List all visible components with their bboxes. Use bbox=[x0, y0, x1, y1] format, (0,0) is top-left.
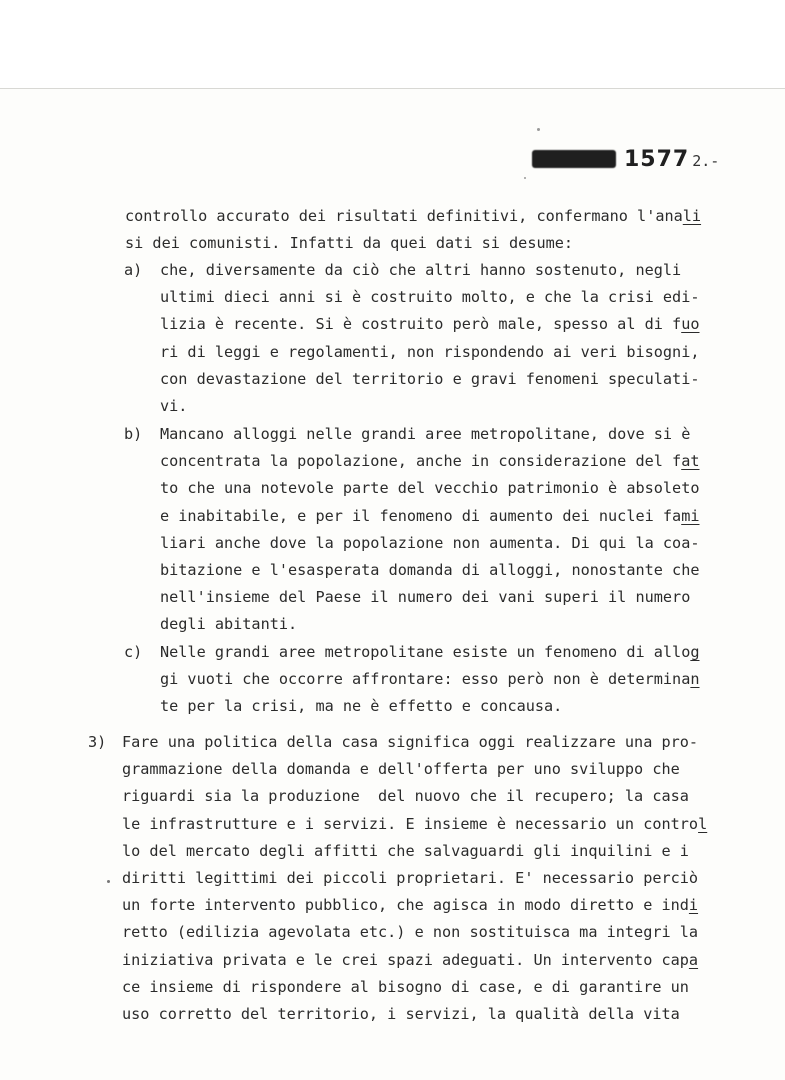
text-line: Mancano alloggi nelle grandi aree metropolitane, dove si è bbox=[160, 425, 691, 443]
text-line: che, diversamente da ciò che altri hanno sostenuto, negli bbox=[160, 261, 682, 279]
paragraph-marker: c) bbox=[124, 643, 143, 661]
text-line: le infrastrutture e i servizi. E insieme è necessario un control bbox=[122, 814, 708, 833]
text-line: si dei comunisti. Infatti da quei dati si desume: bbox=[125, 234, 574, 253]
underlined-fragment: at bbox=[681, 452, 700, 471]
text-line: concentrata la popolazione, anche in considerazione del fat bbox=[160, 452, 700, 471]
text-line: to che una notevole parte del vecchio patrimonio è absoleto bbox=[160, 479, 700, 498]
underlined-fragment: a bbox=[688, 950, 699, 969]
text-line: lo del mercato degli affitti che salvaguardi gli inquilini e i bbox=[122, 841, 689, 860]
page-stamp-number: 1577 bbox=[624, 146, 690, 172]
text-line: uso corretto del territorio, i servizi, la qualità della vita bbox=[122, 1005, 680, 1023]
underlined-fragment: uo bbox=[681, 315, 700, 334]
archive-stamp bbox=[532, 146, 719, 172]
text-line: lizia è recente. Si è costruito però male, spesso al di fuo bbox=[160, 315, 700, 334]
text-line: e inabitabile, e per il fenomeno di aumento dei nuclei fami bbox=[160, 506, 700, 525]
ink-speck bbox=[524, 177, 526, 179]
text-line: retto (edilizia agevolata etc.) e non sostituisca ma integri la bbox=[122, 923, 699, 942]
underlined-fragment: li bbox=[682, 207, 702, 225]
text-line: te per la crisi, ma ne è effetto e concausa. bbox=[160, 697, 563, 716]
redacted-stamp-mark bbox=[532, 150, 616, 168]
paragraph-marker: a) bbox=[124, 261, 143, 279]
text-line: Fare una politica della casa significa oggi realizzare una pro- bbox=[122, 733, 699, 751]
text-line: gi vuoti che occorre affrontare: esso però non è determinan bbox=[160, 670, 700, 689]
page-number: 2.- bbox=[692, 152, 720, 170]
text-line: Nelle grandi aree metropolitane esiste un fenomeno di allog bbox=[160, 643, 700, 661]
underlined-fragment: g bbox=[690, 643, 700, 661]
text-line: vi. bbox=[160, 397, 188, 415]
text-line: degli abitanti. bbox=[160, 615, 298, 634]
text-line: controllo accurato dei risultati definitivi, confermano l'anali bbox=[125, 207, 702, 225]
text-line: bitazione e l'esasperata domanda di alloggi, nonostante che bbox=[160, 561, 700, 579]
ink-speck bbox=[537, 128, 540, 131]
underlined-fragment: l bbox=[698, 814, 708, 833]
text-line: diritti legittimi dei piccoli proprietari. E' necessario perciò bbox=[122, 869, 699, 887]
text-line: liari anche dove la popolazione non aumenta. Di qui la coa- bbox=[160, 533, 700, 552]
paragraph-marker: 3) bbox=[88, 733, 107, 751]
text-line: un forte intervento pubblico, che agisca in modo diretto e indi bbox=[122, 896, 699, 915]
text-line: con devastazione del territorio e gravi fenomeni speculati- bbox=[160, 369, 700, 388]
text-line: iniziativa privata e le crei spazi adeguati. Un intervento capa bbox=[122, 950, 699, 969]
text-line: ultimi dieci anni si è costruito molto, e che la crisi edi- bbox=[160, 288, 700, 307]
margin-dot bbox=[107, 880, 110, 883]
text-line: riguardi sia la produzione del nuovo che il recupero; la casa bbox=[122, 787, 689, 806]
text-line: ce insieme di rispondere al bisogno di case, e di garantire un bbox=[122, 977, 689, 996]
paragraph-marker: b) bbox=[124, 425, 143, 443]
underlined-fragment: n bbox=[690, 670, 700, 689]
text-line: grammazione della domanda e dell'offerta per uno sviluppo che bbox=[122, 760, 680, 779]
underlined-fragment: i bbox=[688, 896, 699, 915]
underlined-fragment: mi bbox=[681, 506, 700, 525]
text-line: ri di leggi e regolamenti, non rispondendo ai veri bisogni, bbox=[160, 342, 700, 361]
text-line: nell'insieme del Paese il numero dei vani superi il numero bbox=[160, 588, 691, 607]
